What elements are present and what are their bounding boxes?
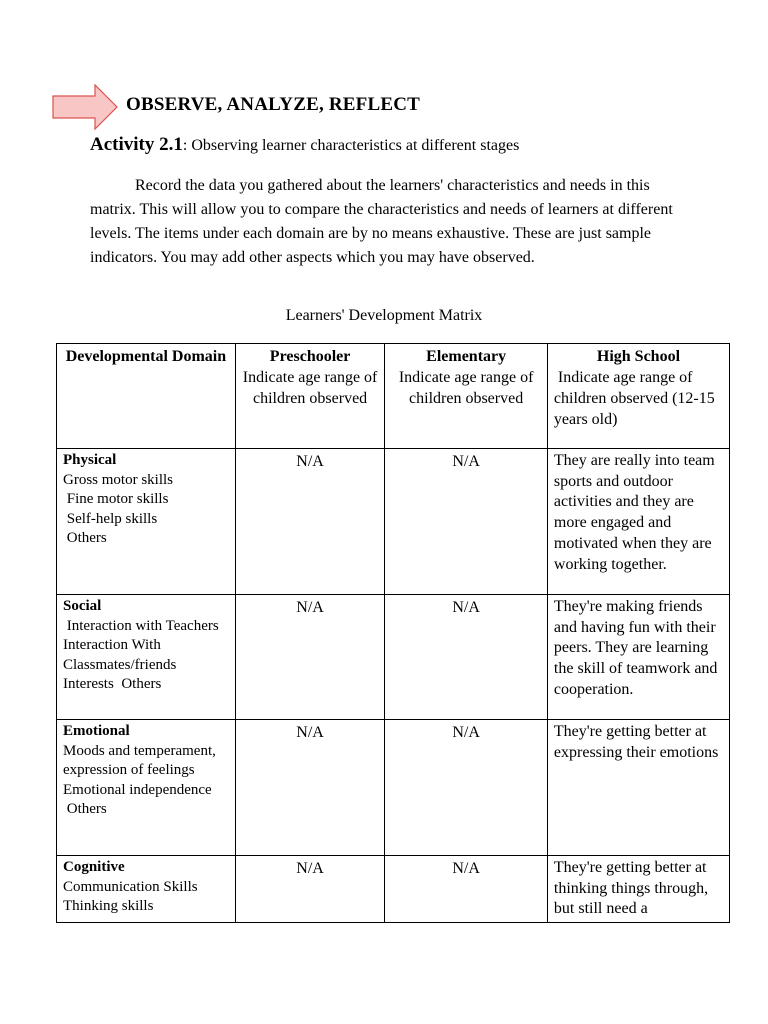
header-subtitle: Indicate age range of children observed: [242, 369, 378, 407]
elementary-cell: N/A: [385, 595, 548, 720]
high-school-cell: They're making friends and having fun with their peers. They are learning the skill of teamwork and cooperation.: [547, 595, 729, 720]
elementary-cell: N/A: [385, 720, 548, 856]
table-row: [57, 449, 730, 595]
preschooler-cell: N/A: [235, 595, 385, 720]
domain-indicators: Communication Skills Thinking skills: [63, 878, 198, 914]
preschooler-cell: N/A: [235, 720, 385, 856]
domain-indicators: Gross motor skills Fine motor skills Self-help skills Others: [63, 471, 174, 546]
domain-cell-emotional: [57, 720, 236, 856]
domain-cell-cognitive: [57, 856, 236, 923]
preschooler-cell: N/A: [235, 449, 385, 595]
preschooler-cell: N/A: [235, 856, 385, 923]
domain-name: Cognitive: [63, 859, 125, 875]
header-preschooler: [235, 344, 385, 449]
high-school-cell: They're getting better at expressing their emotions: [547, 720, 729, 856]
domain-name: Physical: [63, 452, 117, 468]
header-subtitle: Indicate age range of children observed: [398, 369, 534, 407]
header-title: High School: [596, 348, 681, 365]
header-title: Elementary: [426, 348, 507, 365]
activity-label: Activity 2.1: [90, 134, 183, 155]
table-row: [57, 720, 730, 856]
domain-name: Emotional: [63, 723, 130, 739]
elementary-cell: N/A: [385, 449, 548, 595]
table-row: [57, 856, 730, 923]
domain-indicators: Interaction with Teachers Interaction With Classmates/friends Interests Others: [63, 617, 223, 692]
header-developmental-domain: [57, 344, 236, 449]
right-arrow-icon: [51, 83, 119, 131]
table-header-row: [57, 344, 730, 449]
header-subtitle: Indicate age range of children observed (12-15 years old): [553, 369, 719, 428]
domain-indicators: Moods and temperament, expression of feelings Emotional independence Others: [63, 742, 216, 817]
header-elementary: [385, 344, 548, 449]
high-school-cell: They are really into team sports and outdoor activities and they are more engaged and motivated when they are working together.: [547, 449, 729, 595]
header-high-school: [547, 344, 729, 449]
matrix-caption: Learners' Development Matrix: [285, 307, 483, 324]
high-school-cell: They're getting better at thinking things through, but still need a: [547, 856, 729, 923]
table-row: [57, 595, 730, 720]
development-matrix-table: [56, 343, 730, 923]
activity-description: : Observing learner characteristics at different stages: [182, 137, 520, 154]
right-arrow-shape: [51, 83, 119, 131]
header-title: Preschooler: [269, 348, 351, 365]
activity-heading: [90, 134, 519, 156]
section-title: OBSERVE, ANALYZE, REFLECT: [126, 94, 420, 115]
domain-name: Social: [63, 598, 102, 614]
domain-cell-social: [57, 595, 236, 720]
domain-cell-physical: [57, 449, 236, 595]
elementary-cell: N/A: [385, 856, 548, 923]
intro-paragraph: Record the data you gathered about the learners' characteristics and needs in this matrix. This will allow you to compare the characteristics and needs of learners at different levels. The items under each domain are by no means exhaustive. These are just sample indicators. You may add other aspects which you may have observed.: [90, 177, 673, 266]
header-title: Developmental Domain: [65, 348, 227, 365]
